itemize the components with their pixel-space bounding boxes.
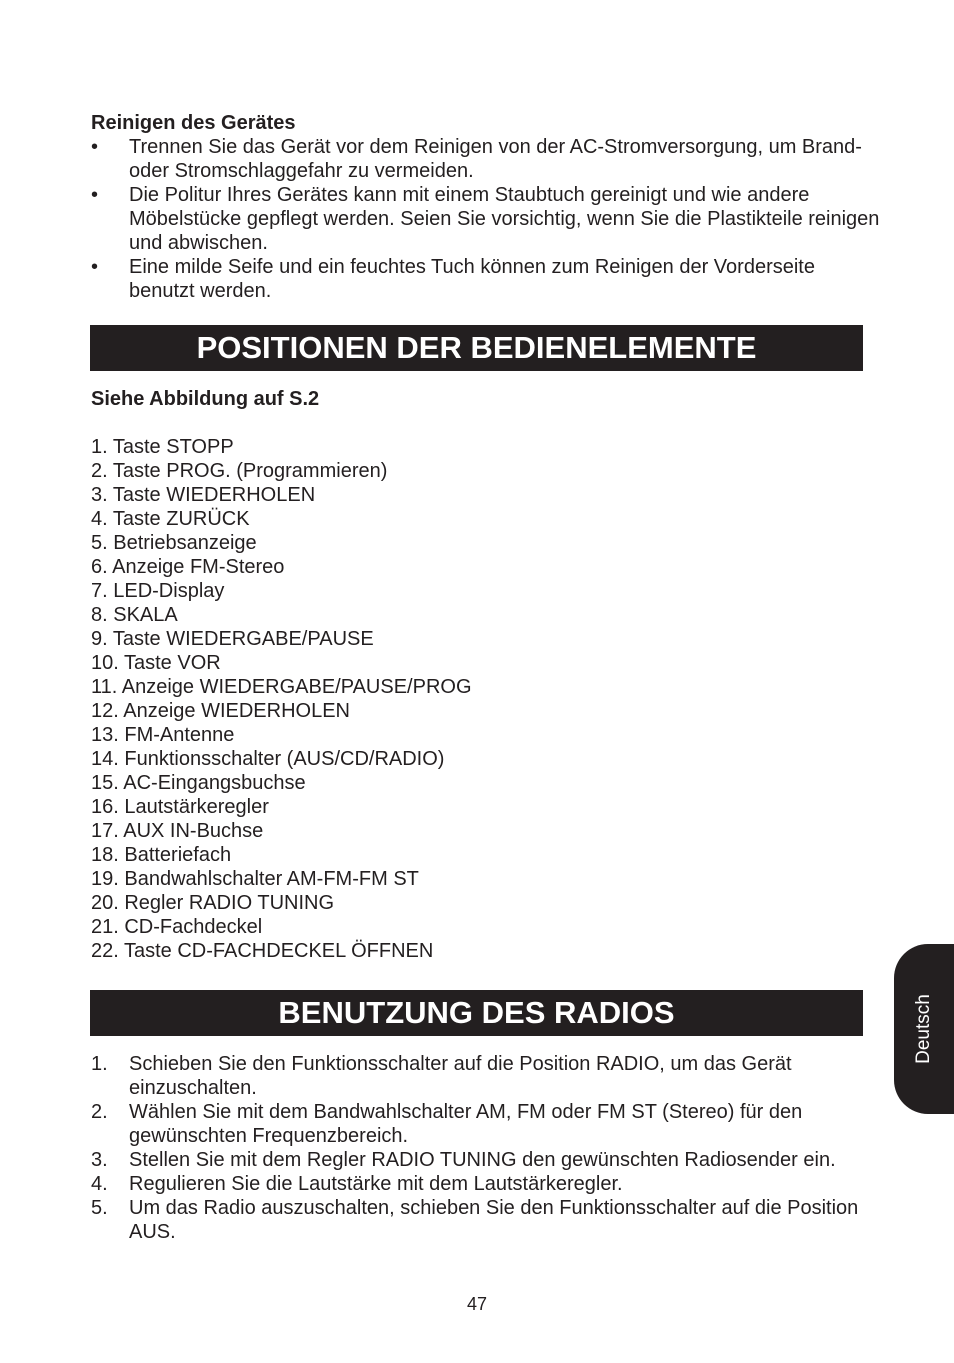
cleaning-item-text: Eine milde Seife und ein feuchtes Tuch können zum Reinigen der Vorderseite benutzt werden. bbox=[129, 256, 815, 302]
step-item bbox=[91, 1148, 881, 1172]
list-item: 10. Taste VOR bbox=[91, 652, 221, 674]
step-number: 5. bbox=[91, 1197, 108, 1219]
controls-list bbox=[91, 435, 472, 963]
list-item: 15. AC-Eingangsbuchse bbox=[91, 772, 306, 794]
controls-heading: POSITIONEN DER BEDIENELEMENTE bbox=[90, 325, 863, 371]
page-number: 47 bbox=[466, 1294, 488, 1314]
cleaning-item bbox=[91, 255, 881, 303]
bullet-marker: • bbox=[91, 256, 99, 278]
cleaning-item-text: Trennen Sie das Gerät vor dem Reinigen von der AC-Stromversorgung, um Brand- oder Stromschlaggefahr zu vermeiden. bbox=[129, 136, 862, 182]
bullet-marker: • bbox=[91, 136, 99, 158]
step-text: Stellen Sie mit dem Regler RADIO TUNING den gewünschten Radiosender ein. bbox=[129, 1149, 836, 1171]
language-tab bbox=[894, 944, 954, 1114]
radio-heading: BENUTZUNG DES RADIOS bbox=[90, 990, 863, 1036]
list-item: 21. CD-Fachdeckel bbox=[91, 916, 263, 938]
list-item: 14. Funktionsschalter (AUS/CD/RADIO) bbox=[91, 748, 445, 770]
list-item: 1. Taste STOPP bbox=[91, 436, 234, 458]
step-item bbox=[91, 1172, 881, 1196]
cleaning-item bbox=[91, 183, 881, 255]
controls-subtitle: Siehe Abbildung auf S.2 bbox=[91, 388, 320, 410]
language-tab-label: Deutsch bbox=[913, 994, 934, 1064]
step-text: Schieben Sie den Funktionsschalter auf die Position RADIO, um das Gerät einzuschalten. bbox=[129, 1053, 792, 1099]
step-text: Regulieren Sie die Lautstärke mit dem Lautstärkeregler. bbox=[129, 1173, 623, 1195]
bullet-marker: • bbox=[91, 184, 99, 206]
list-item: 11. Anzeige WIEDERGABE/PAUSE/PROG bbox=[91, 676, 472, 698]
step-text: Um das Radio auszuschalten, schieben Sie den Funktionsschalter auf die Position AUS. bbox=[129, 1197, 859, 1243]
list-item: 7. LED-Display bbox=[91, 580, 225, 602]
step-item bbox=[91, 1100, 881, 1148]
step-item bbox=[91, 1196, 881, 1244]
list-item: 17. AUX IN-Buchse bbox=[91, 820, 264, 842]
list-item: 8. SKALA bbox=[91, 604, 178, 626]
step-number: 4. bbox=[91, 1173, 108, 1195]
radio-steps bbox=[91, 1052, 881, 1244]
list-item: 4. Taste ZURÜCK bbox=[91, 508, 250, 530]
step-number: 1. bbox=[91, 1053, 108, 1075]
list-item: 9. Taste WIEDERGABE/PAUSE bbox=[91, 628, 374, 650]
list-item: 16. Lautstärkeregler bbox=[91, 796, 269, 818]
list-item: 6. Anzeige FM-Stereo bbox=[91, 556, 285, 578]
cleaning-item-text: Die Politur Ihres Gerätes kann mit einem Staubtuch gereinigt und wie andere Möbelstücke gepflegt werden. Seien Sie vorsichtig, wenn Sie die Plastikteile reinigen und abwischen. bbox=[129, 184, 880, 254]
step-number: 2. bbox=[91, 1101, 108, 1123]
step-number: 3. bbox=[91, 1149, 108, 1171]
list-item: 18. Batteriefach bbox=[91, 844, 232, 866]
list-item: 2. Taste PROG. (Programmieren) bbox=[91, 460, 388, 482]
step-text: Wählen Sie mit dem Bandwahlschalter AM, FM oder FM ST (Stereo) für den gewünschten Frequenzbereich. bbox=[129, 1101, 803, 1147]
list-item: 3. Taste WIEDERHOLEN bbox=[91, 484, 316, 506]
list-item: 22. Taste CD-FACHDECKEL ÖFFNEN bbox=[91, 940, 434, 962]
step-item bbox=[91, 1052, 881, 1100]
list-item: 19. Bandwahlschalter AM-FM-FM ST bbox=[91, 868, 419, 890]
list-item: 12. Anzeige WIEDERHOLEN bbox=[91, 700, 350, 722]
cleaning-item bbox=[91, 135, 881, 183]
list-item: 20. Regler RADIO TUNING bbox=[91, 892, 335, 914]
cleaning-list bbox=[91, 135, 881, 303]
cleaning-title: Reinigen des Gerätes bbox=[91, 112, 296, 134]
list-item: 5. Betriebsanzeige bbox=[91, 532, 257, 554]
list-item: 13. FM-Antenne bbox=[91, 724, 235, 746]
